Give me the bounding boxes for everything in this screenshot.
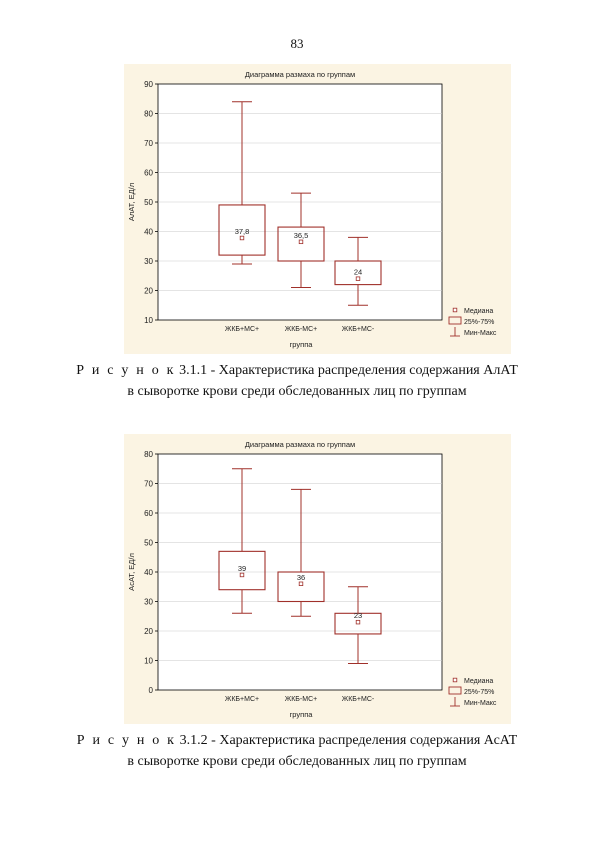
median-marker (356, 277, 360, 281)
x-tick-label: ЖКБ-МС+ (284, 696, 318, 703)
y-tick-label: 70 (144, 479, 153, 489)
y-tick-label: 50 (144, 538, 153, 548)
y-tick-label: 0 (148, 686, 153, 695)
x-tick-label: ЖКБ+МС- (341, 326, 375, 333)
caption-line-1 (0, 360, 594, 381)
median-marker (299, 582, 303, 586)
chart-title: Диаграмма размаха по группам (244, 440, 356, 449)
median-label: 37,8 (234, 226, 250, 236)
median-label: 23 (353, 611, 363, 621)
caption-line-2: в сыворотке крови среди обследованных лиц по группам (127, 754, 467, 769)
legend-median-icon (453, 308, 457, 312)
caption-prefix: Р и с у н о к (76, 733, 177, 748)
y-tick-label: 90 (144, 80, 153, 89)
y-tick-label: 20 (144, 286, 153, 296)
legend-median-icon (453, 678, 457, 682)
caption-line-1 (0, 730, 594, 751)
median-marker (299, 240, 303, 244)
y-tick-label: 30 (144, 597, 153, 607)
median-marker (240, 236, 244, 240)
y-tick-label: 20 (144, 627, 153, 636)
chart-alat (124, 64, 511, 354)
y-tick-label: 40 (144, 227, 153, 237)
legend-label: Медиана (464, 308, 494, 315)
legend-label: 25%-75% (464, 689, 495, 696)
y-tick-label: 50 (144, 198, 153, 207)
y-tick-label: 70 (144, 139, 153, 148)
legend-label: Мин-Макс (464, 330, 497, 337)
legend-box-icon (449, 317, 461, 324)
median-label: 39 (237, 563, 247, 573)
y-tick-label: 10 (144, 316, 153, 325)
x-tick-label: ЖКБ+МС+ (224, 326, 260, 333)
figure-alat-boxplot (124, 64, 511, 354)
y-tick-label: 80 (144, 450, 153, 459)
y-axis-label: АсАТ, ЕД/л (127, 553, 136, 591)
figure-caption-2 (0, 730, 594, 772)
chart-asat (124, 434, 511, 724)
caption-title: 3.1.1 - Характеристика распределения содержания АлАТ (175, 363, 518, 378)
x-tick-label: ЖКБ-МС+ (284, 326, 318, 333)
x-axis-label: группа (289, 710, 313, 719)
figure-caption-1 (0, 360, 594, 402)
x-tick-label: ЖКБ+МС- (341, 696, 375, 703)
median-marker (356, 620, 360, 624)
y-tick-label: 60 (144, 168, 153, 178)
y-tick-label: 80 (144, 109, 153, 119)
y-axis-label: АлАТ, ЕД/л (127, 182, 136, 222)
legend-label: Мин-Макс (464, 700, 497, 707)
page-number: 83 (290, 36, 304, 51)
y-tick-label: 30 (144, 257, 153, 266)
x-axis-label: группа (289, 340, 313, 349)
legend-label: Медиана (464, 678, 494, 685)
legend-label: 25%-75% (464, 319, 495, 326)
y-tick-label: 60 (144, 509, 153, 518)
caption-title: 3.1.2 - Характеристика распределения содержания АсАТ (176, 733, 518, 748)
median-label: 36,5 (293, 230, 309, 240)
y-tick-label: 40 (144, 568, 153, 577)
median-label: 36 (296, 572, 306, 582)
caption-prefix: Р и с у н о к (76, 363, 176, 378)
x-tick-label: ЖКБ+МС+ (224, 696, 260, 703)
figure-asat-boxplot (124, 434, 511, 724)
median-marker (240, 573, 244, 577)
caption-line-2: в сыворотке крови среди обследованных лиц по группам (127, 384, 467, 399)
legend-box-icon (449, 687, 461, 694)
median-label: 24 (353, 267, 363, 277)
y-tick-label: 10 (144, 656, 153, 666)
chart-title: Диаграмма размаха по группам (244, 70, 356, 79)
